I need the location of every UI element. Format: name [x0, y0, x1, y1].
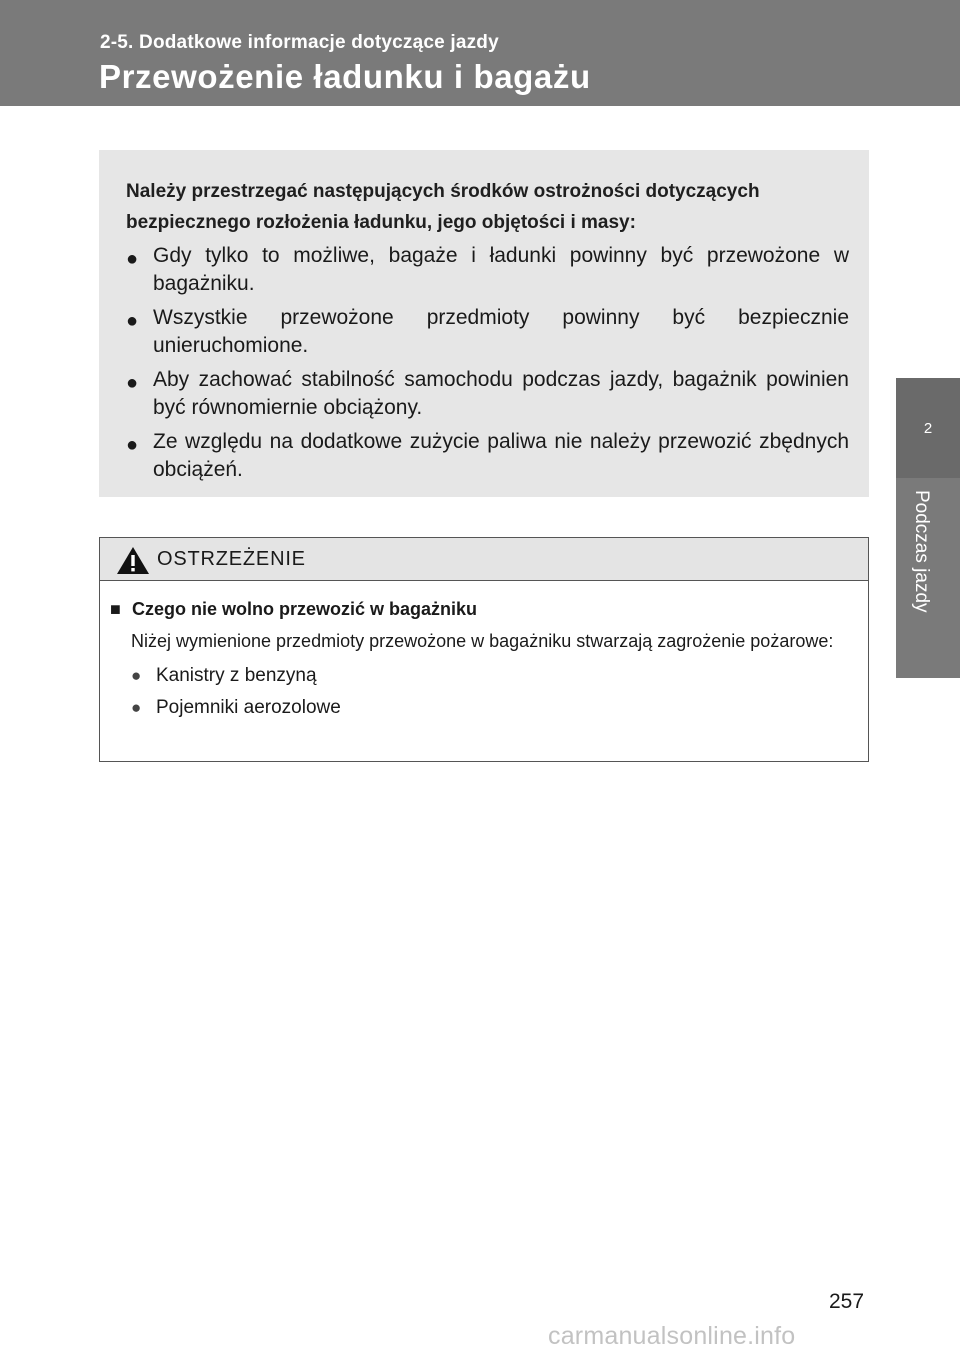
bullet-icon: ● [126, 372, 139, 394]
chapter-side-tab [896, 378, 960, 678]
bullet-icon: ● [126, 310, 139, 332]
bullet-icon: ● [126, 248, 139, 270]
page-number: 257 [829, 1290, 865, 1313]
page-title: Przewożenie ładunku i bagażu [99, 58, 591, 95]
warning-text: Niżej wymienione przedmioty przewożone w bagażniku stwarzają zagrożenie pożarowe: [131, 631, 834, 651]
warning-body [100, 581, 868, 724]
warning-title: ■ Czego nie wolno przewozić w bagażniku [110, 595, 852, 623]
chapter-number: 2 [896, 378, 960, 478]
page-header [0, 0, 960, 106]
list-item: ● Wszystkie przewożone przedmioty powinny być bezpiecznie unieruchomione. [126, 306, 849, 357]
info-box [99, 150, 869, 497]
warning-item-list [110, 660, 852, 724]
warning-header [100, 538, 868, 581]
bullet-icon: ● [131, 666, 142, 685]
chapter-label: Podczas jazdy [911, 490, 932, 613]
warning-triangle-icon [116, 546, 150, 575]
list-item: ● Pojemniki aerozolowe [131, 692, 852, 724]
section-heading: 2-5. Dodatkowe informacje dotyczące jazdy [100, 32, 499, 53]
info-bullet-list [126, 242, 849, 484]
bullet-icon: ● [131, 698, 142, 717]
watermark: carmanualsonline.info [548, 1322, 796, 1350]
list-item: ● Ze względu na dodatkowe zużycie paliwa nie należy przewozić zbędnych obciążeń. [126, 430, 849, 481]
bullet-icon: ● [126, 434, 139, 456]
list-item: ● Aby zachować stabilność samochodu podczas jazdy, bagażnik powinien być równomiernie obciążony. [126, 368, 849, 419]
info-intro: Należy przestrzegać następujących środków ostrożności dotyczących bezpiecznego rozłożenia ładunku, jego objętości i masy: [126, 181, 760, 233]
list-item: ● Kanistry z benzyną [131, 660, 852, 692]
warning-box [99, 537, 869, 762]
list-item: ● Gdy tylko to możliwe, bagaże i ładunki powinny być przewożone w bagażniku. [126, 244, 849, 295]
warning-label: OSTRZEŻENIE [157, 548, 306, 570]
square-bullet-icon: ■ [110, 599, 121, 619]
